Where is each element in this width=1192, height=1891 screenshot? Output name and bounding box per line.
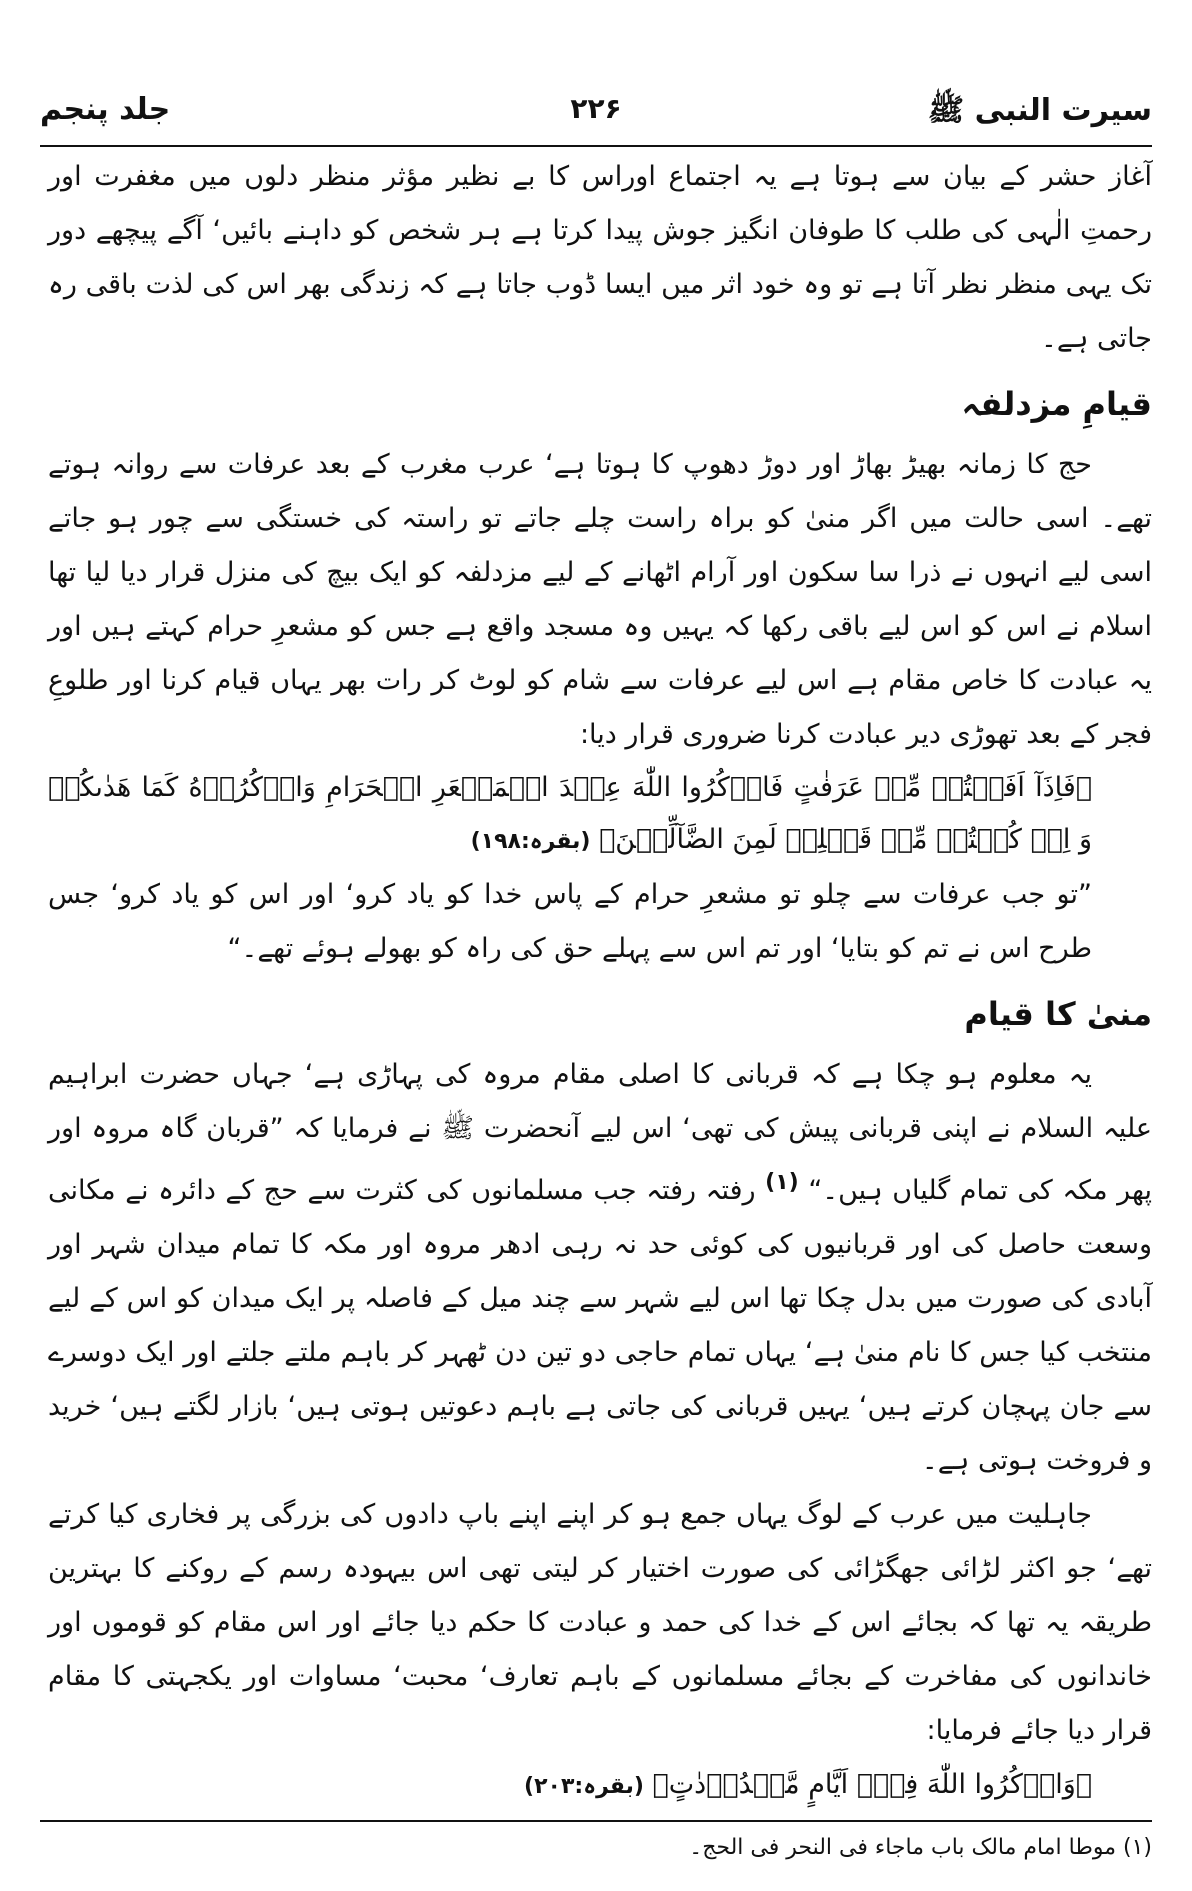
mina-paragraph <box>48 1048 1152 1488</box>
volume-label: جلد پنجم <box>40 92 171 127</box>
verse-reference: (بقرہ:۱۹۸) <box>470 829 591 854</box>
verse-translation: ”تو جب عرفات سے چلو تو مشعرِ حرام کے پاس خدا کو یاد کرو‘ اور اس کو یاد کرو‘ جس طرح اس نے تم کو بتایا‘ اور تم اس سے پہلے حق کی راہ کو بھولے ہوئے تھے۔“ <box>48 879 1092 964</box>
footnote: (۱) موطا امام مالک باب ماجاء فی النحر فی الحج۔ <box>689 1835 1152 1860</box>
muzdalifah-paragraph: حج کا زمانہ بھیڑ بھاڑ اور دوڑ دھوپ کا ہوتا ہے‘ عرب مغرب کے بعد عرفات سے روانہ ہوتے تھے۔ اسی حالت میں اگر منیٰ کو براہ راست چلے جاتے تو راستہ کی خستگی سے چور ہو جاتے اسی لیے انہوں نے ذرا سا سکون اور آرام اٹھانے کے لیے مزدلفہ کو ایک بیچ کی منزل قرار دیا لیا تھا اسلام نے اس کو اس لیے باقی رکھا کہ یہیں وہ مسجد واقع ہے جس کو مشعرِ حرام کہتے ہیں اور یہ عبادت کا خاص مقام ہے اس لیے عرفات سے شام کو لوٹ کر رات بھر یہاں قیام کرنا اور طلوعِ فجر کے بعد تھوڑی دیر عبادت کرنا ضروری قرار دیا: <box>48 449 1152 750</box>
footnote-divider <box>40 1820 1152 1822</box>
quran-verse-2 <box>48 1758 1092 1814</box>
mina-paragraph-part-b: رفتہ رفتہ جب مسلمانوں کی کثرت سے حج کے دائرہ نے مکانی وسعت حاصل کی اور قربانیوں کی کوئی حد نہ رہی ادھر مروہ اور مکہ کا تمام میدان شہر اور آبادی کی صورت میں بدل چکا تھا اس لیے شہر سے چند میل کے فاصلہ پر ایک میدان کو اس کے لیے منتخب کیا جس کا نام منیٰ ہے‘ یہاں تمام حاجی دو تین دن ٹھہر کر باہم ملتے جلتے اور ایک دوسرے سے جان پہچان کرتے ہیں‘ یہیں قربانی کی جاتی ہے باہم دعوتیں ہوتی ہیں‘ بازار لگتے ہیں‘ خرید و فروخت ہوتی ہے۔ <box>48 1175 1152 1476</box>
footnote-marker[interactable]: (۱) <box>765 1170 799 1195</box>
header-divider <box>40 145 1152 147</box>
page-header <box>40 92 1152 142</box>
quran-verse <box>48 762 1092 868</box>
page-body <box>48 150 1152 1814</box>
verse-text: ﴿فَاِذَآ اَفَضۡتُمۡ مِّنۡ عَرَفٰتٍ فَاذۡكُرُوا اللّٰهَ عِنۡدَ الۡمَشۡعَرِ الۡحَرَامِ وَاذۡكُرُوۡهُ كَمَا هَدٰىكُمۡ وَ اِنۡ كُنۡتُمۡ مِّنۡ قَبۡلِهٖ لَمِنَ الضَّآلِّيۡنَ﴾ <box>48 772 1092 855</box>
verse-text-2: ﴿وَاذۡكُرُوا اللّٰهَ فِيۡۤ اَيَّامٍ مَّعۡدُوۡدٰتٍ﴾ <box>652 1769 1092 1800</box>
page-number: ۲۲۶ <box>570 92 622 125</box>
jahiliyyah-paragraph: جاہلیت میں عرب کے لوگ یہاں جمع ہو کر اپنے اپنے باپ دادوں کی بزرگی پر فخاری کیا کرتے تھے‘ جو اکثر لڑائی جھگڑائی کی صورت اختیار کر لیتی تھی اس بیہودہ رسم کے روکنے کا بہترین طریقہ یہ تھا کہ بجائے اس کے خدا کی حمد و عبادت کا حکم دیا جائے اور اس مقام کو قوموں اور خاندانوں کی مفاخرت کے بجائے مسلمانوں کے باہم تعارف‘ محبت‘ مساوات اور یکجہتی کا مقام قرار دیا جائے فرمایا: <box>48 1499 1152 1746</box>
intro-paragraph: آغاز حشر کے بیان سے ہوتا ہے یہ اجتماع اوراس کا بے نظیر مؤثر منظر دلوں میں مغفرت اور رحمتِ الٰہی کی طلب کا طوفان انگیز جوش پیدا کرتا ہے ہر شخص کو داہنے بائیں‘ آگے پیچھے دور تک یہی منظر نظر آتا ہے تو وہ خود اثر میں ایسا ڈوب جاتا ہے کہ زندگی بھر اس کی لذت باقی رہ جاتی ہے۔ <box>48 161 1152 354</box>
section-heading-muzdalifah: قیامِ مزدلفہ <box>961 385 1152 423</box>
section-heading-mina: منیٰ کا قیام <box>964 995 1152 1033</box>
book-title: سیرت النبی ﷺ <box>927 93 1152 128</box>
verse-reference-2: (بقرہ:۲۰۳) <box>524 1774 644 1799</box>
mina-paragraph-part-a: یہ معلوم ہو چکا ہے کہ قربانی کا اصلی مقام مروہ کی پہاڑی ہے‘ جہاں حضرت ابراہیم علیہ السلام نے اپنی قربانی پیش کی تھی‘ اس لیے آنحضرت ﷺ نے فرمایا کہ ”قربان گاہ مروہ اور پھر مکہ کی تمام گلیاں ہیں۔“ <box>48 1059 1152 1206</box>
